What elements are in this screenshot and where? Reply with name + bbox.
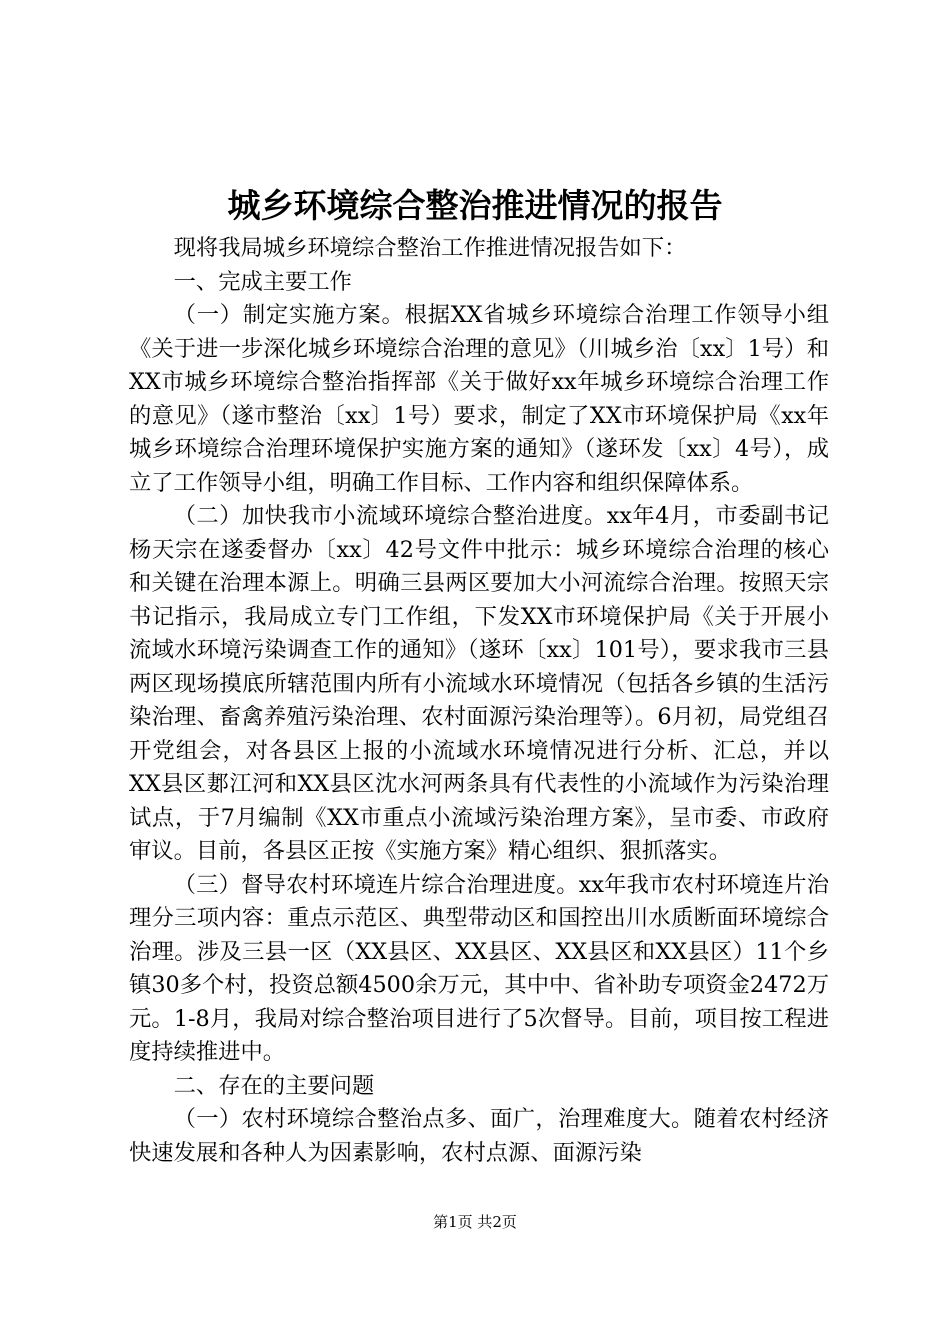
section-heading-1: 一、完成主要工作 [173, 268, 352, 295]
intro-paragraph: 现将我局城乡环境综合整治工作推进情况报告如下： [173, 235, 687, 261]
paragraph-1: （一）制定实施方案。根据XX省城乡环境综合治理工作领导小组《关于进一步深化城乡环境综合治理的意见》（川城乡治〔xx〕1号）和XX市城乡环境综合整治指挥部《关于做好xx年城乡环境综合治理工作的意见》（遂市整治〔xx〕1号）要求，制定了XX市环境保护局《xx年城乡环境综合治理环境保护实施方案的通知》（遂环发〔xx〕4号），成立了工作领导小组，明确工作目标、工作内容和组织保障体系。 [129, 302, 829, 496]
paragraph-3: （三）督导农村环境连片综合治理进度。xx年我市农村环境连片治理分三项内容：重点示范区、典型带动区和国控出川水质断面环境综合治理。涉及三县一区（XX县区、XX县区、XX县区和XX县区）11个乡镇30多个村，投资总额4500余万元，其中中、省补助专项资金2472万元。1-8月，我局对综合整治项目进行了5次督导。目前，项目按工程进度持续推进中。 [129, 871, 829, 1065]
paragraph-2: （二）加快我市小流域环境综合整治进度。xx年4月，市委副书记杨天宗在遂委督办〔xx〕42号文件中批示：城乡环境综合治理的核心和关键在治理本源上。明确三县两区要加大小河流综合治理。按照天宗书记指示，我局成立专门工作组，下发XX市环境保护局《关于开展小流域水环境污染调查工作的通知》（遂环〔xx〕101号），要求我市三县两区现场摸底所辖范围内所有小流域水环境情况（包括各乡镇的生活污染治理、畜禽养殖污染治理、农村面源污染治理等）。6月初，局党组召开党组会，对各县区上报的小流域水环境情况进行分析、汇总，并以XX县区郪江河和XX县区沈水河两条具有代表性的小流域作为污染治理试点，于7月编制《XX市重点小流域污染治理方案》，呈市委、市政府审议。目前，各县区正按《实施方案》精心组织、狠抓落实。 [129, 503, 829, 864]
paragraph-4: （一）农村环境综合整治点多、面广，治理难度大。随着农村经济快速发展和各种人为因素影响，农村点源、面源污染 [129, 1106, 829, 1166]
document-title: 城乡环境综合整治推进情况的报告 [227, 186, 723, 225]
section-heading-2: 二、存在的主要问题 [173, 1072, 375, 1099]
page-footer: 第1页 共2页 [433, 1213, 517, 1231]
document-body [129, 232, 829, 1170]
